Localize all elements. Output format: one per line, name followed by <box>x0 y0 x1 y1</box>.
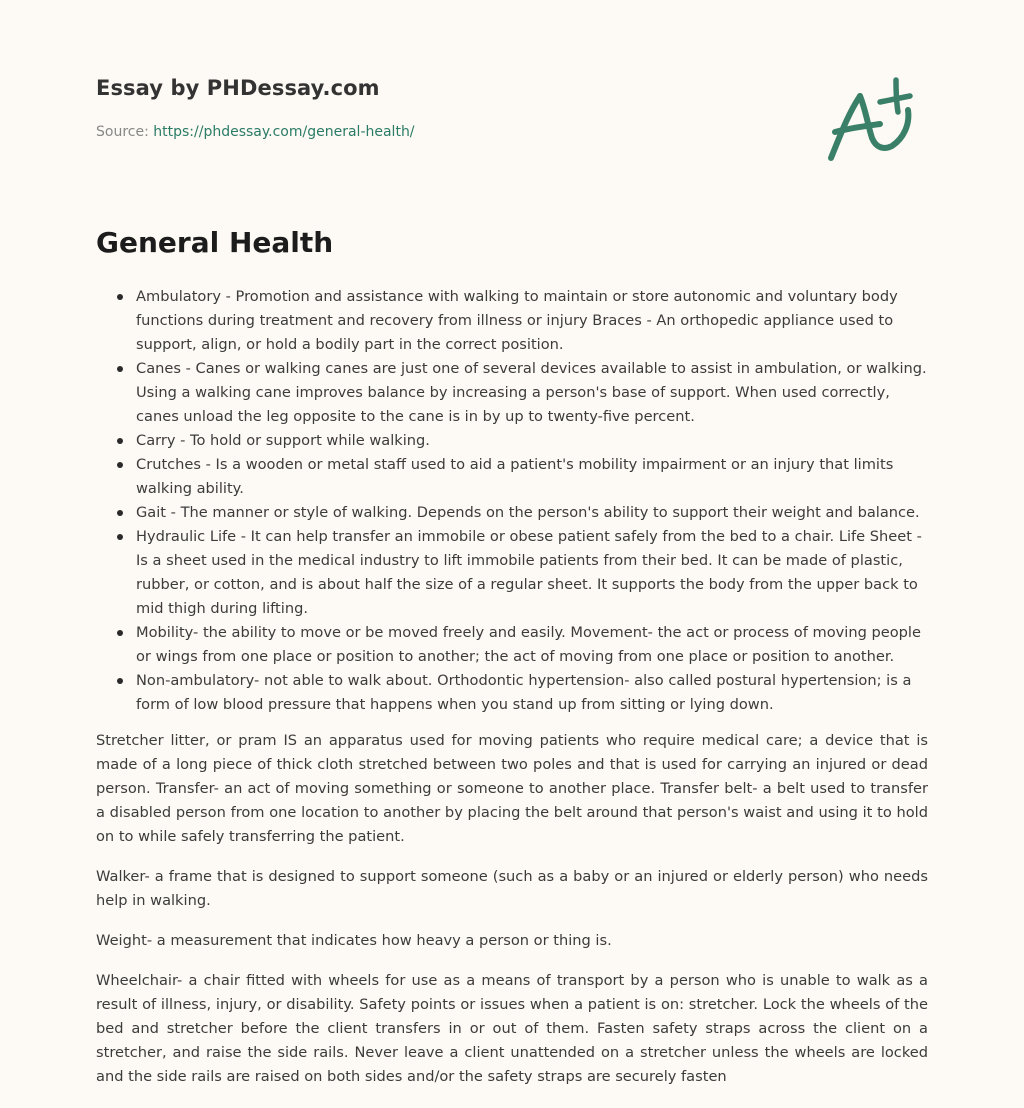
source-link[interactable]: https://phdessay.com/general-health/ <box>153 124 415 140</box>
list-item: Non-ambulatory- not able to walk about. Orthodontic hypertension- also called postural hypertension; is a form of low blood pressure that happens when you stand up from sitting or lying down. <box>136 669 928 717</box>
page-title: General Health <box>96 226 334 259</box>
article-body <box>96 285 928 1089</box>
list-item: Crutches - Is a wooden or metal staff used to aid a patient's mobility impairment or an injury that limits walking ability. <box>136 453 928 501</box>
list-item: Canes - Canes or walking canes are just one of several devices available to assist in ambulation, or walking. Using a walking cane improves balance by increasing a person's base of support. When used correctly, canes unload the leg opposite to the cane is in by up to twenty-five percent. <box>136 357 928 429</box>
a-plus-grade-icon <box>822 66 932 166</box>
paragraph-wheelchair: Wheelchair- a chair fitted with wheels for use as a means of transport by a person who is unable to walk as a result of illness, injury, or disability. Safety points or issues when a patient is on: stretcher. Lock the wheels of the bed and stretcher before the client transfers in or out of them. Fasten safety straps across the client on a stretcher, and raise the side rails. Never leave a client unattended on a stretcher unless the wheels are locked and the side rails are raised on both sides and/or the safety straps are securely fasten <box>96 972 928 1085</box>
paragraph-weight: Weight- a measurement that indicates how heavy a person or thing is. <box>96 932 612 949</box>
site-title: Essay by PHDessay.com <box>96 76 380 100</box>
paragraph-stretcher: Stretcher litter, or pram IS an apparatus used for moving patients who require medical care; a device that is made of a long piece of thick cloth stretched between two poles and that is used for carrying an injured or dead person. Transfer- an act of moving something or someone to another place. Transfer belt- a belt used to transfer a disabled person from one location to another by placing the belt around that person's waist and using it to hold on to while safely transferring the patient. <box>96 732 928 845</box>
list-item: Gait - The manner or style of walking. Depends on the person's ability to support their weight and balance. <box>136 501 928 525</box>
paragraph-walker: Walker- a frame that is designed to support someone (such as a baby or an injured or elderly person) who needs help in walking. <box>96 868 928 909</box>
terms-list <box>96 285 928 717</box>
list-item: Carry - To hold or support while walking. <box>136 429 928 453</box>
source-line <box>96 124 415 140</box>
list-item: Mobility- the ability to move or be moved freely and easily. Movement- the act or process of moving people or wings from one place or position to another; the act of moving from one place or position to another. <box>136 621 928 669</box>
list-item: Hydraulic Life - It can help transfer an immobile or obese patient safely from the bed to a chair. Life Sheet - Is a sheet used in the medical industry to lift immobile patients from their bed. It can be made of plastic, rubber, or cotton, and is about half the size of a regular sheet. It supports the body from the upper back to mid thigh during lifting. <box>136 525 928 621</box>
list-item: Ambulatory - Promotion and assistance with walking to maintain or store autonomic and voluntary body functions during treatment and recovery from illness or injury Braces - An orthopedic appliance used to support, align, or hold a bodily part in the correct position. <box>136 285 928 357</box>
source-label: Source: <box>96 124 154 140</box>
